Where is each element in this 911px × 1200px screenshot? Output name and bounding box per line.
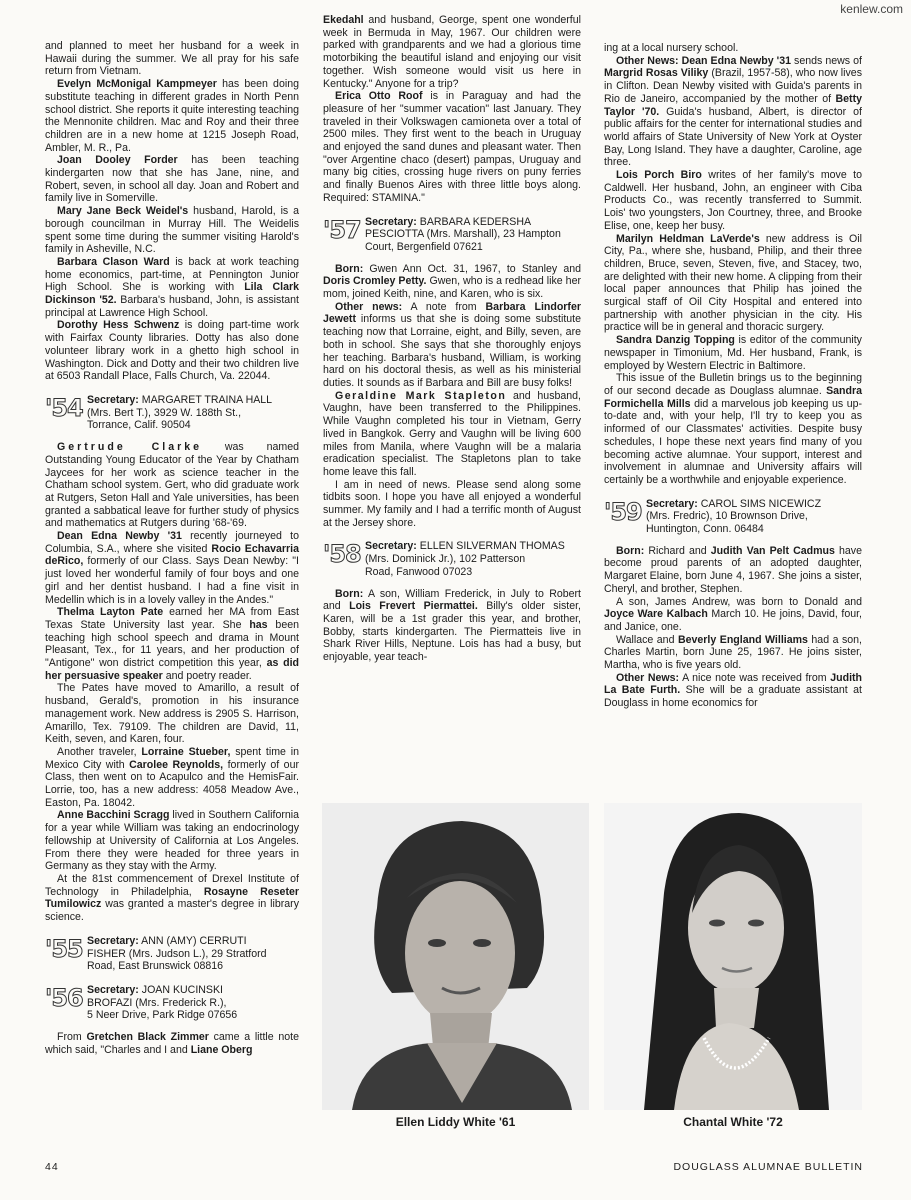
paragraph: and planned to meet her husband for a week in Hawaii during the summer. We all pray for his safe return from Vietnam. [45,40,299,78]
paragraph: At the 81st commencement of Drexel Institute of Technology in Philadelphia, Rosayne Reseter Tumilowicz was granted a master's degree in library science. [45,873,299,924]
portrait-image [604,803,862,1110]
paragraph: Dean Edna Newby '31 recently journeyed to Columbia, S.A., where she visited Rocio Echavarria deRico, formerly of our Class. Says Dean Newby: "I just loved her wonderful family of four boys and one girl and her dentist husband. I had a fine visit in Medellin which is in a lovely valley in the Andes." [45,530,299,606]
paragraph: Other News: Dean Edna Newby '31 sends news of Margrid Rosas Viliky (Brazil, 1957-58), who now lives in Clifton. Dean Newby visited with Guida's parents in Rio de Janeiro, accompanied by the mother of Betty Taylor '70. Guida's husband, Albert, is director of public affairs for the center for international studies and world affairs of State University of New York at Oyster Bay, Long Island. They have a daughter, Caroline, age three. [604,54,862,169]
secretary-info: Secretary: ANN (AMY) CERRUTI FISHER (Mrs. Judson L.), 29 Stratford Road, East Brunswick 08816 [87,934,267,973]
column-1 [45,40,299,1056]
paragraph: Evelyn McMonigal Kampmeyer has been doing substitute teaching in different grades in North Penn school district. She reports it quite interesting teaching the Mennonite children. Mac and Roy and their three children are in a new home at 1215 Joseph Road, Ambler, M. R., Pa. [45,78,299,154]
publication-name: DOUGLASS ALUMNAE BULLETIN [673,1161,863,1173]
paragraph: This issue of the Bulletin brings us to the beginning of our second decade as Douglass alumnae. Sandra Formichella Mills did a marvelous job keeping us up-to-date and, with your help, I'll try to keep you as informed of our Classmates' activities. Despite busy schedules, I hope these next years find many of you becoming active alumnae. Your support, interest and involvement in alumnae and University affairs will certainly be a worthwhile and enjoyable experience. [604,372,863,486]
paragraph: Geraldine Mark Stapleton and husband, Vaughn, have been transferred to the Philippines. While Vaughn completed his tour in Vietnam, Gerry lived in Bangkok. Gerry and Vaughn will be living 600 miles from Manila, where Vaughn will be a malaria eradication specialist. The Stapletons plan to take home leave this fall. [323,389,581,478]
class-secretary-55 [45,935,299,973]
class-year: '57 [323,215,361,244]
class-secretary-57 [323,216,581,254]
class-secretary-56 [45,984,299,1022]
class-secretary-58 [323,540,581,578]
page-number: 44 [45,1161,59,1173]
secretary-info: Secretary: ELLEN SILVERMAN THOMAS (Mrs. Dominick Jr.), 102 Patterson Road, Fanwood 07023 [365,540,565,578]
paragraph: Born: A son, William Frederick, in July to Robert and Lois Frevert Piermattei. Billy's older sister, Karen, will be a 1st grader this year, and brother, Bobby, starts kindergarten. The Piermatteis live in Shark River Hills, Neptune. Lois has had a busy, but enjoyable, year teach- [323,587,581,664]
paragraph: Barbara Clason Ward is back at work teaching home economics, part-time, at Pennington Junior High School. She is working with Lila Clark Dickinson '52. Barbara's husband, John, is assistant principal at Lawrence High School. [45,255,299,319]
paragraph: Sandra Danzig Topping is editor of the community newspaper in Timonium, Md. Her husband, Frank, is employed by Western Electric in Baltimore. [604,334,862,372]
paragraph: Other News: A nice note was received from Judith La Bate Furth. She will be a graduate assistant at Douglass in home economics for [604,671,863,710]
photo-caption: Chantal White '72 [683,1115,783,1129]
class-year: '56 [45,983,83,1012]
class-year: '59 [604,497,642,526]
paragraph: Dorothy Hess Schwenz is doing part-time work with Fairfax County libraries. Dotty has also done volunteer library work in a ghetto high school in Washington. Dick and Dotty and their two children live at 6503 Randall Place, Falls Church, Va. 22044. [45,319,299,383]
class-year: '58 [323,540,361,569]
paragraph: Born: Richard and Judith Van Pelt Cadmus have become proud parents of an adopted daughter, Margaret Elaine, born June 4, 1967. She joins a sister, Cheryl, and brother, Stephen. [604,544,862,595]
portrait-photo-chantal-white [604,803,862,1110]
paragraph: Thelma Layton Pate earned her MA from East Texas State University last year. She has been teaching high school speech and drama in Mount Pleasant, Tex., for 11 years, and her production of "Antigone" won district competition this year, as did her persuasive speaker and poetry reader. [45,606,299,682]
paragraph: Ekedahl and husband, George, spent one wonderful week in Bermuda in May, 1967. Our children were parked with grandparents and we had a glorious time motorbiking the beautiful island and enjoying our visit together. Wish someone would visit us here in Kentucky." Anyone for a trip? [323,14,581,90]
paragraph: Anne Bacchini Scragg lived in Southern California for a year while William was taking an endocrinology fellowship at University of California at Los Angeles. From there they were headed for three years in Germany as they stay with the Army. [45,809,300,873]
watermark: kenlew.com [840,2,903,16]
paragraph: Erica Otto Roof is in Paraguay and had the pleasure of her "summer vacation" last January. They traveled in their Volkswagen camioneta over a total of 2500 miles. They first went to the beach in Uruguay and enjoyed the sand dunes and pleasant water. Then "over Argentine chaco (desert) pampas, Uruguay and many big cities, crossing huge rivers on puny ferries and finally Buenos Aires with three little boys along. Required: STAMINA." [323,90,581,204]
secretary-info: Secretary: JOAN KUCINSKI BROFAZI (Mrs. Frederick R.), 5 Neer Drive, Park Ridge 07656 [87,983,238,1022]
class-year: '55 [45,934,83,963]
paragraph: Joan Dooley Forder has been teaching kindergarten now that she has Jane, nine, and Robert, seven, in school all day. Joan and Robert and family live in Somerville. [45,154,300,205]
class-year: '54 [45,393,83,422]
paragraph: Born: Gwen Ann Oct. 31, 1967, to Stanley and Doris Cromley Petty. Gwen, who is a redhead like her mom, joined Keith, nine, and Karen, who is six. [323,262,581,301]
class-secretary-59 [604,498,862,536]
class-secretary-54 [45,394,299,432]
paragraph: I am in need of news. Please send along some tidbits soon. I hope you have all enjoyed a wonderful summer. My family and I had a terrific month of August at the Jersey shore. [323,478,581,529]
photo-caption: Ellen Liddy White '61 [395,1115,516,1129]
column-3 [604,42,862,710]
paragraph: A son, James Andrew, was born to Donald and Joyce Ware Kalbach March 10. He joins, David, four, and Janice, one. [604,595,863,633]
paragraph: Other news: A note from Barbara Lindorfer Jewett informs us that she is doing some substitute teaching now that Lorraine, eight, and Billy, seven, are both in school. She says that she thoroughly enjoys her teaching. Barbara's husband, William, is working hard on his doctoral thesis, as well as his ministerial duties. It sounds as if Barbara and Bill are busy folks! [323,300,581,389]
paragraph: ing at a local nursery school. [604,42,739,54]
secretary-info: Secretary: MARGARET TRAINA HALL (Mrs. Bert T.), 3929 W. 188th St., Torrance, Calif. 90504 [87,393,273,432]
paragraph: From Gretchen Black Zimmer came a little note which said, "Charles and I and Liane Oberg [45,1031,299,1056]
paragraph: Gertrude Clarke was named Outstanding Young Educator of the Year by Chatham Jaycees for her work as science teacher in the Chatham school system. Gert, who did graduate work at Rutgers, Seton Hall and Yale universities, has been granted a sabbatical leave for further study of physics and mathematics at Rutgers during '68-'69. [45,441,299,530]
paragraph: Marilyn Heldman LaVerde's new address is Oil City, Pa., where she, husband, Philip, and their three children, Bruce, seven, Steven, five, and Stacey, two, are delighted with their new home. A clipping from their local paper announces that Philip has joined the surgical staff of Oil City Hospital and entered into partnership with another physician in the city. His practice will be in general and thoracic surgery. [604,232,862,334]
paragraph: The Pates have moved to Amarillo, a result of husband, Gerald's, promotion in his insurance management work. New address is 2905 S. Harrison, Amarillo, Tex. 79109. The children are David, 11, Keith, seven, and Karen, four. [45,682,299,746]
secretary-info: Secretary: BARBARA KEDERSHA PESCIOTTA (Mrs. Marshall), 23 Hampton Court, Bergenfield 07621 [365,215,561,253]
column-2 [323,14,581,664]
paragraph: Mary Jane Beck Weidel's husband, Harold, is a borough councilman in Murray Hill. The Weidelis spent some time during the summer visiting Harold's family in Asheville, N.C. [45,205,299,256]
portrait-image [322,803,589,1110]
paragraph: Lois Porch Biro writes of her family's move to Caldwell. Her husband, John, an engineer with Ciba Products Co., was recently transferred to Summit. Lois' two youngsters, Jon Courtney, three, and Brooke Elise, one, keep her busy. [604,169,862,232]
paragraph: Another traveler, Lorraine Stueber, spent time in Mexico City with Carolee Reynolds, formerly of our Class, then went on to Acapulco and the HemisFair. Lorrie, too, has a new address: 4058 Meadow Ave., Easton, Pa. 18042. [45,745,299,809]
secretary-info: Secretary: CAROL SIMS NICEWICZ (Mrs. Fredric), 10 Brownson Drive, Huntington, Conn. 06484 [646,497,822,536]
portrait-photo-ellen-liddy-white [322,803,589,1110]
paragraph: Wallace and Beverly England Williams had a son, Charles Martin, born June 25, 1967. He joins sister, Martha, who is five years old. [604,633,863,672]
